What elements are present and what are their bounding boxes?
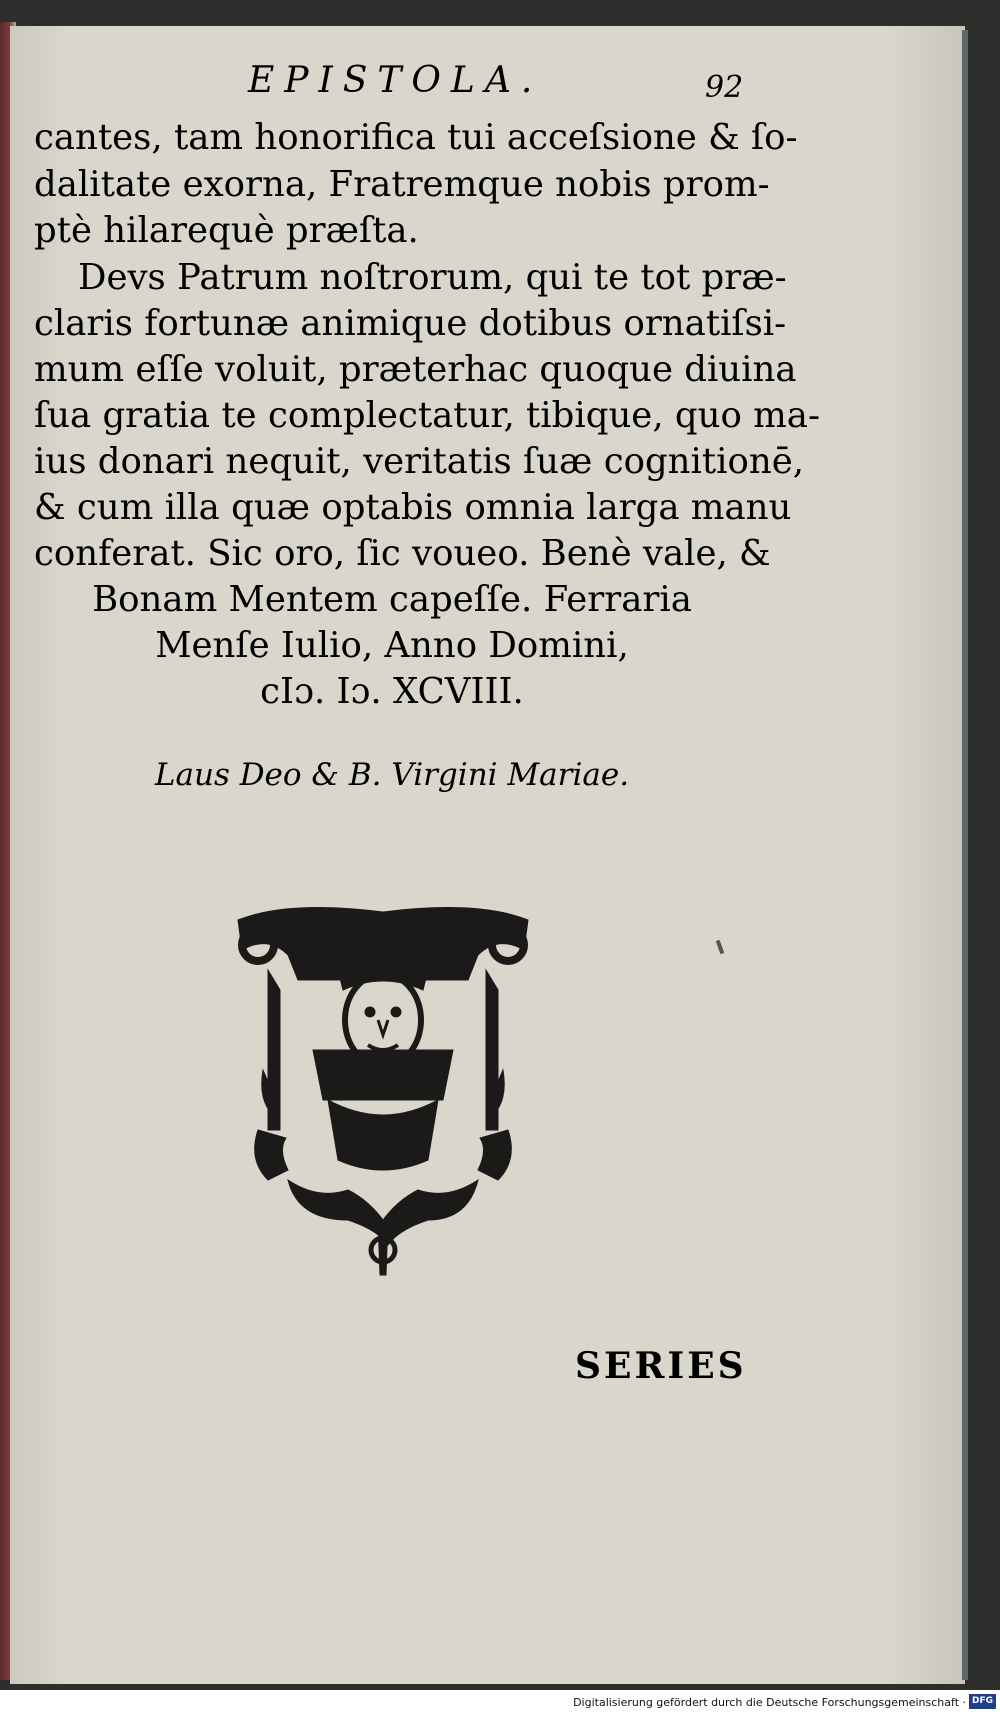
running-head: EPISTOLA. xyxy=(248,60,543,101)
text-line: cantes, tam honorifica tui acceſsione & ſo- xyxy=(34,117,798,158)
text-line: ius donari nequit, veritatis ſuæ cognitionē, xyxy=(34,441,805,482)
page-right-edge xyxy=(962,30,968,1680)
closing-line: Menſe Iulio, Anno Domini, xyxy=(155,625,629,666)
text-line: ptè hilarequè præſta. xyxy=(34,210,419,251)
dfg-logo: DFG xyxy=(969,1694,996,1709)
text-line: & cum illa quæ optabis omnia larga manu xyxy=(34,487,792,528)
closing-line: Bonam Mentem capeſſe. Ferraria xyxy=(92,579,692,620)
catchword: SERIES xyxy=(575,1345,747,1387)
digitization-credit: Digitalisierung gefördert durch die Deutsche Forschungsgemeinschaft · xyxy=(573,1696,966,1709)
text-line: Devs Patrum noſtrorum, qui te tot præ- xyxy=(78,257,787,298)
text-line: mum eſſe voluit, præterhac quoque diuina xyxy=(34,349,797,390)
text-line: ſua gratia te complectatur, tibique, quo ma- xyxy=(34,395,820,436)
page-number: 92 xyxy=(705,70,744,105)
date-line: cIɔ. Iɔ. XCVIII. xyxy=(260,671,524,712)
woodcut-mask-ornament-icon xyxy=(228,900,538,1280)
text-line: dalitate exorna, Fratremque nobis prom- xyxy=(34,164,770,205)
colophon: Laus Deo & B. Virgini Mariae. xyxy=(154,757,630,793)
text-line: claris fortunæ animique dotibus ornatiſsi- xyxy=(34,303,787,344)
closing-line: conferat. Sic oro, ſic voueo. Benè vale, & xyxy=(34,533,771,574)
